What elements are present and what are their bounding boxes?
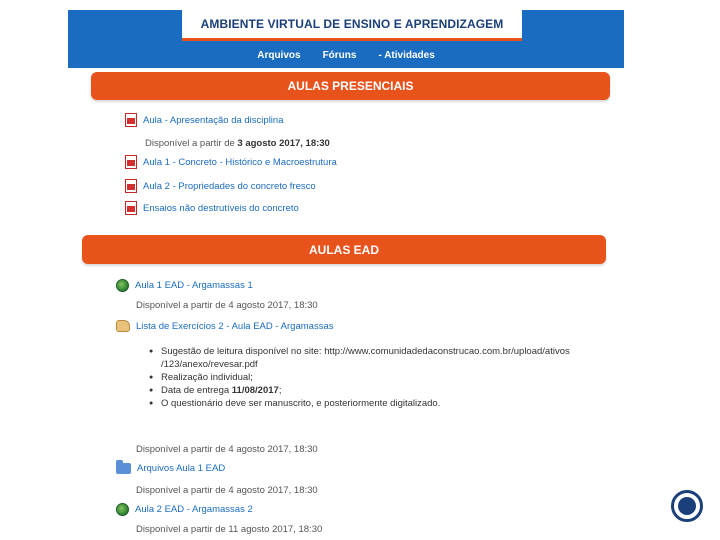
list-item[interactable]: [125, 201, 299, 215]
bullet-deadline: ● Data de entrega 11/08/2017;: [153, 384, 570, 397]
pdf-icon: [125, 113, 137, 127]
item-link[interactable]: Ensaios não destrutíveis do concreto: [143, 202, 299, 214]
bullet-manuscript: ● O questionário deve ser manuscrito, e posteriormente digitalizado.: [153, 397, 570, 410]
nav-arquivos[interactable]: Arquivos: [257, 50, 301, 61]
pdf-icon: [125, 155, 137, 169]
assignment-details: [143, 345, 570, 410]
list-item[interactable]: [125, 113, 283, 127]
nav-foruns[interactable]: Fóruns: [322, 50, 357, 61]
availability-text: Disponível a partir de 3 agosto 2017, 18:30: [145, 138, 330, 149]
section-aulas-ead[interactable]: [82, 235, 606, 264]
availability-text: Disponível a partir de 4 agosto 2017, 18:30: [136, 300, 318, 311]
item-link[interactable]: Aula 2 EAD - Argamassas 2: [135, 504, 253, 515]
section-aulas-presenciais[interactable]: [91, 72, 610, 100]
folder-icon: [116, 463, 131, 474]
item-link[interactable]: Aula 1 EAD - Argamassas 1: [135, 280, 253, 291]
pdf-icon: [125, 179, 137, 193]
list-item[interactable]: [116, 279, 253, 292]
list-item[interactable]: [125, 155, 337, 169]
top-header: [68, 10, 624, 68]
bullet-reading: ● Sugestão de leitura disponível no site: http://www.comunidadedaconstrucao.com.br/upload/ativos: [153, 345, 570, 358]
list-item[interactable]: [116, 503, 253, 516]
item-link[interactable]: Aula 2 - Propriedades do concreto fresco: [143, 180, 316, 192]
assignment-icon: [116, 320, 130, 332]
nav-atividades[interactable]: - Atividades: [378, 50, 435, 61]
availability-text: Disponível a partir de 4 agosto 2017, 18:30: [136, 444, 318, 455]
globe-icon: [116, 279, 129, 292]
availability-text: Disponível a partir de 11 agosto 2017, 18:30: [136, 524, 323, 535]
bullet-reading-cont: /123/anexo/revesar.pdf: [161, 359, 258, 370]
slide-badge-icon: [671, 490, 703, 522]
item-link[interactable]: Aula - Apresentação da disciplina: [143, 114, 284, 126]
globe-icon: [116, 503, 129, 516]
bullet-individual: ● Realização individual;: [153, 371, 570, 384]
item-link[interactable]: Aula 1 - Concreto - Histórico e Macroestrutura: [143, 156, 337, 168]
availability-text: Disponível a partir de 4 agosto 2017, 18:30: [136, 485, 318, 496]
section-title: AULAS PRESENCIAIS: [287, 79, 414, 93]
item-link[interactable]: Lista de Exercícios 2 - Aula EAD - Argamassas: [136, 320, 334, 332]
section-title: AULAS EAD: [308, 242, 379, 257]
pdf-icon: [125, 201, 137, 215]
list-item[interactable]: [116, 320, 333, 332]
list-item[interactable]: [116, 463, 225, 474]
list-item[interactable]: [125, 179, 316, 193]
site-banner: [182, 10, 522, 41]
item-link[interactable]: Arquivos Aula 1 EAD: [137, 463, 226, 474]
main-nav: [68, 50, 624, 66]
banner-title: AMBIENTE VIRTUAL DE ENSINO E APRENDIZAGEM: [200, 17, 504, 31]
